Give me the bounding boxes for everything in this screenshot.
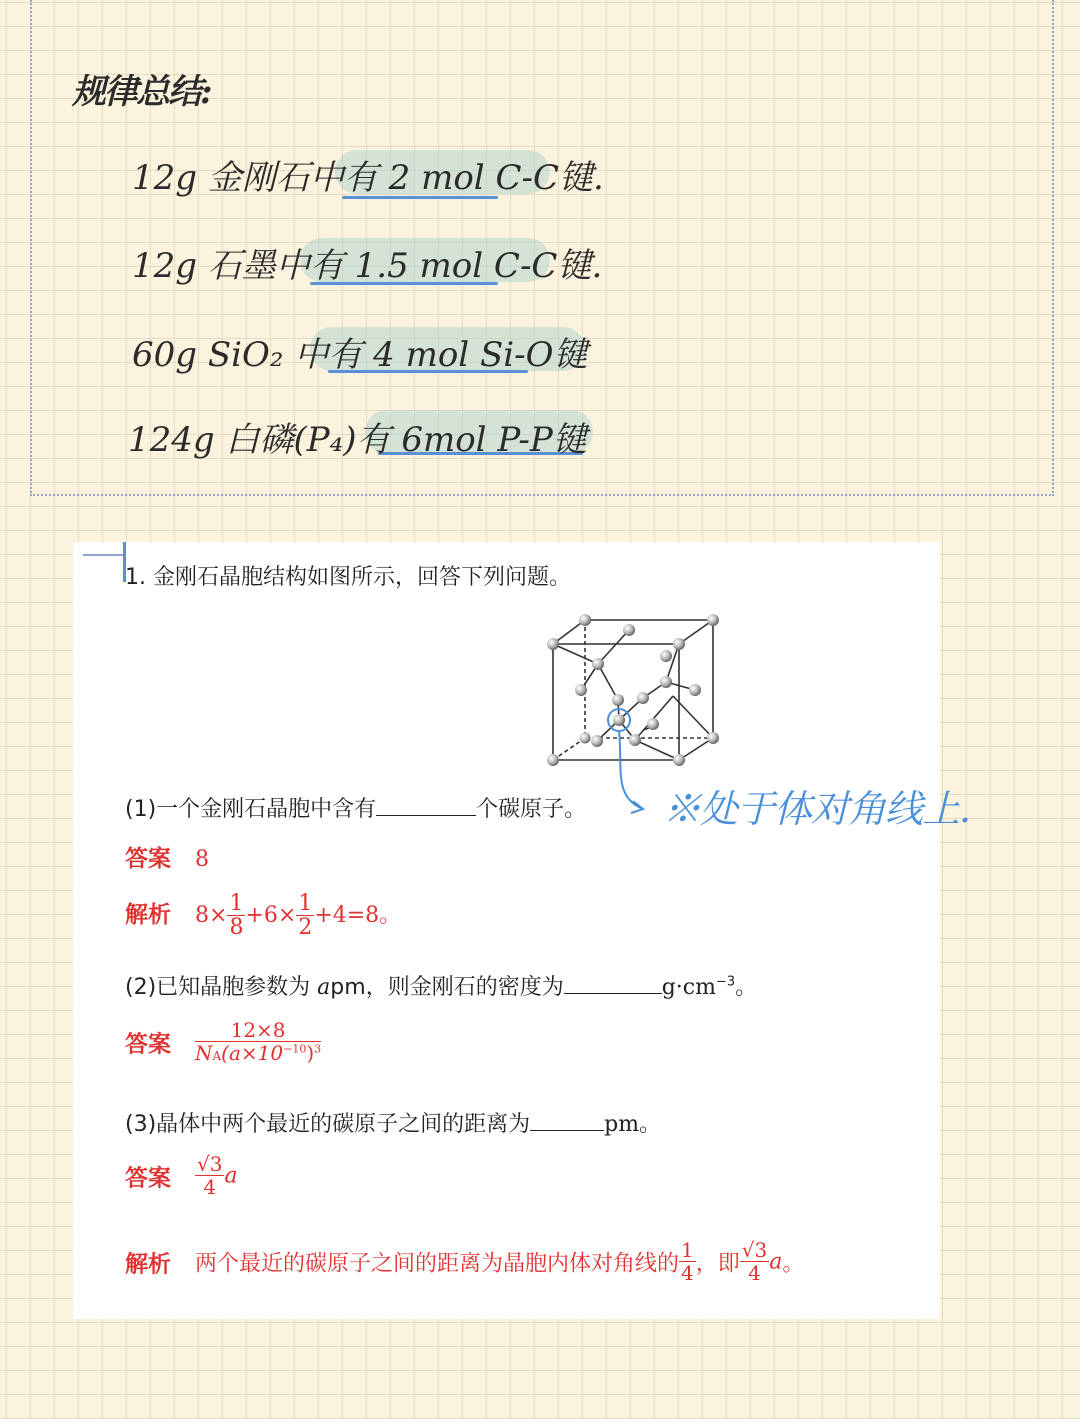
rule-line-3: 60g SiO₂ 中有 4 mol Si-O键 [132, 335, 588, 375]
explanation-1: 解析 8× $\frac{1}{8}$ +6× $\frac{1}{2}$ +4=8。 [125, 891, 402, 941]
question-card [73, 542, 940, 1319]
question-2: (2)已知晶胞参数为 apm，则金刚石的密度为 $g\cdot cm^{-3}$。 [125, 974, 758, 1000]
question-1: (1)一个金刚石晶胞中含有 个碳原子。 [125, 797, 587, 822]
density-fraction: $\frac{12\times 8}{NA(a\times 10^{-10})^3}$ [195, 1018, 322, 1065]
fraction-one-quarter: $\frac{1}{4}$ [681, 1238, 694, 1285]
answer-2: 答案 $\frac{12\times 8}{NA(a\times 10^{-10})^3}$ [125, 1018, 322, 1065]
rule-line-2: 12g 石墨中有 1.5 mol C-C键. [132, 246, 603, 286]
explanation-3: 解析 两个最近的碳原子之间的距离为晶胞内体对角线的 $\frac{1}{4}$ ，即 $\frac{√3}{4}$ a。 [125, 1238, 805, 1285]
rule-line-1: 12g 金刚石中有 2 mol C-C键. [132, 158, 604, 198]
fraction-one-half: $\frac{1}{2}$ [298, 891, 313, 941]
handwritten-note: ※处于体对角线上. [663, 787, 971, 831]
question-intro: 1. 金刚石晶胞结构如图所示，回答下列问题。 [125, 565, 571, 590]
card-mark [83, 554, 123, 556]
rule-line-4: 124g 白磷(P₄)有 6mol P-P键 [128, 420, 587, 460]
fraction-one-eighth: $\frac{1}{8}$ [229, 891, 244, 941]
question-3: (3)晶体中两个最近的碳原子之间的距离为 pm。 [125, 1112, 662, 1137]
distance-fraction: $\frac{√3}{4}$ [197, 1152, 223, 1199]
notes-title: 规律总结: [72, 72, 211, 112]
answer-1: 答案 8 [125, 846, 209, 872]
answer-3: 答案 $\frac{√3}{4}$ a [125, 1152, 238, 1199]
fraction-root3-over-4: $\frac{√3}{4}$ [741, 1238, 768, 1285]
